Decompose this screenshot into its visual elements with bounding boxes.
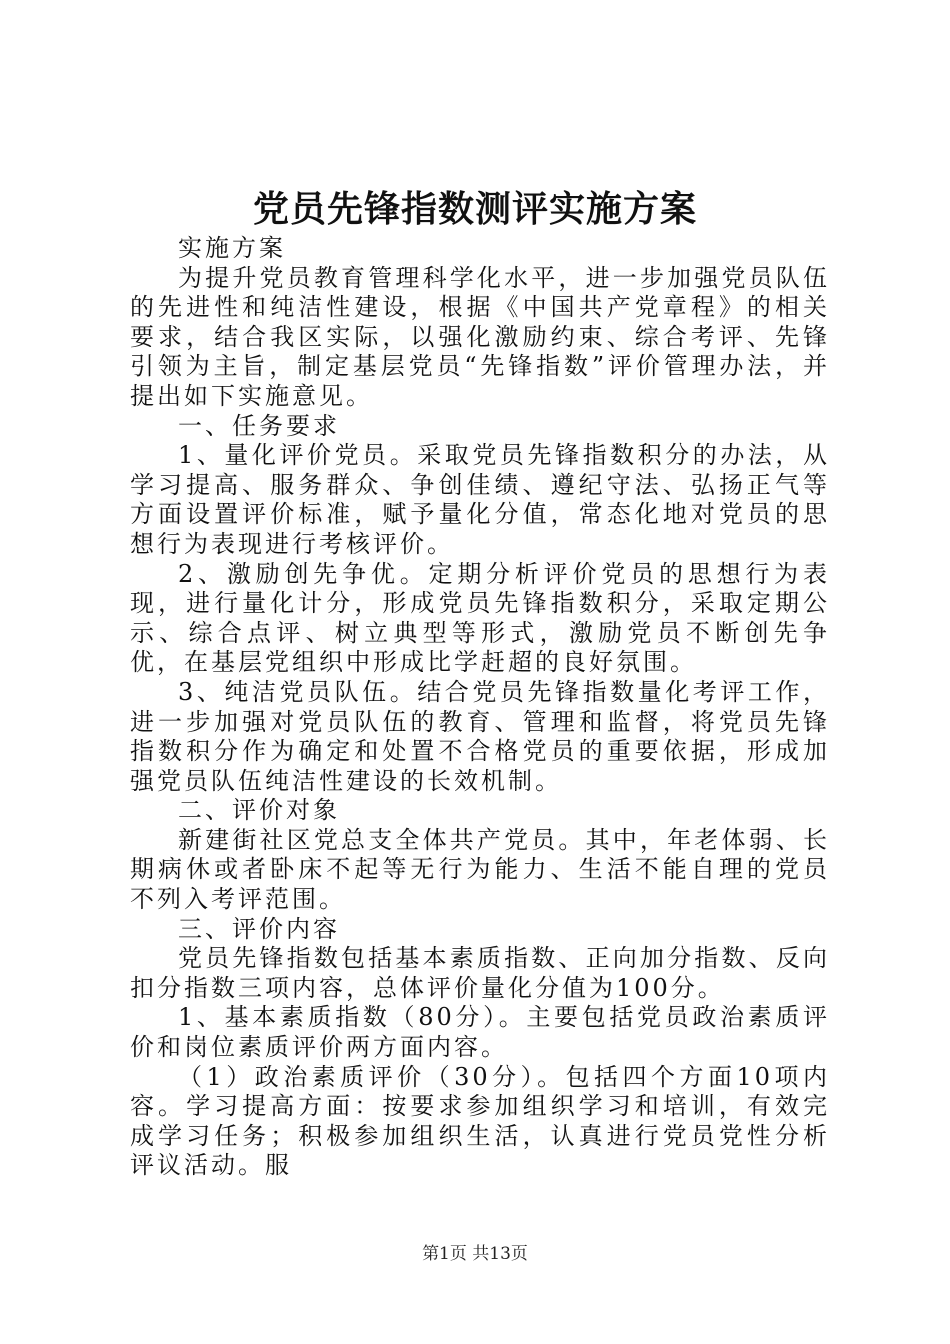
paragraph-content: 党员先锋指数包括基本素质指数、正向加分指数、反向扣分指数三项内容，总体评价量化分值为100分。 bbox=[130, 944, 830, 1002]
section-heading-content: 三、评价内容 bbox=[178, 914, 340, 943]
paragraph-subtitle: 实施方案 bbox=[178, 234, 286, 262]
paragraph-intro: 为提升党员教育管理科学化水平，进一步加强党员队伍的先进性和纯洁性建设，根据《中国共产党章程》的相关要求，结合我区实际，以强化激励约束、综合考评、先锋引领为主旨，制定基层党员“先锋指数”评价管理办法，并提出如下实施意见。 bbox=[130, 263, 830, 410]
paragraph-targets: 新建街社区党总支全体共产党员。其中，年老体弱、长期病休或者卧床不起等无行为能力、生活不能自理的党员不列入考评范围。 bbox=[130, 825, 830, 914]
paragraph-task-3: 3、纯洁党员队伍。结合党员先锋指数量化考评工作，进一步加强对党员队伍的教育、管理和监督，将党员先锋指数积分作为确定和处置不合格党员的重要依据，形成加强党员队伍纯洁性建设的长效机制。 bbox=[130, 677, 830, 795]
paragraph-political-quality: （1）政治素质评价（30分）。包括四个方面10项内容。学习提高方面：按要求参加组织学习和培训，有效完成学习任务；积极参加组织生活，认真进行党员党性分析评议活动。服 bbox=[130, 1062, 830, 1180]
paragraph-task-1: 1、量化评价党员。采取党员先锋指数积分的办法，从学习提高、服务群众、争创佳绩、遵纪守法、弘扬正气等方面设置评价标准，赋予量化分值，常态化地对党员的思想行为表现进行考核评价。 bbox=[130, 441, 830, 558]
page-number-footer: 第1页 共13页 bbox=[422, 1244, 528, 1264]
paragraph-basic-index: 1、基本素质指数（80分）。主要包括党员政治素质评价和岗位素质评价两方面内容。 bbox=[130, 1003, 830, 1062]
document-body bbox=[130, 234, 830, 1181]
section-heading-tasks: 一、任务要求 bbox=[178, 411, 340, 440]
document-title: 党员先锋指数测评实施方案 bbox=[252, 188, 697, 230]
section-heading-targets: 二、评价对象 bbox=[178, 796, 340, 825]
paragraph-task-2: 2、激励创先争优。定期分析评价党员的思想行为表现，进行量化计分，形成党员先锋指数积分，采取定期公示、综合点评、树立典型等形式，激励党员不断创先争优，在基层党组织中形成比学赶超的良好氛围。 bbox=[130, 559, 830, 677]
